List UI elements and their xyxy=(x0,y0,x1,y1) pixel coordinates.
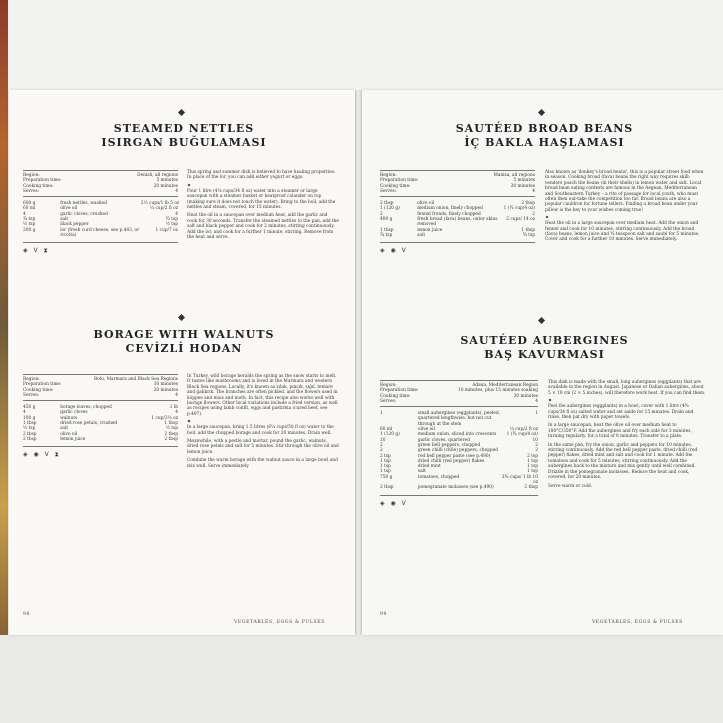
meta-row: Preparation time: 10 minutes, plus 15 minutes soaking xyxy=(380,388,538,394)
ingredient-row: 2 tbsp olive oil 2 tbsp xyxy=(23,431,178,437)
method-paragraph: Meanwhile, with a pestle and mortar, pound the garlic, walnuts, dried rose petals and salt for 5 minutes. Stir through the olive oil and lemon juice. xyxy=(187,439,339,455)
recipe-title xyxy=(422,334,667,362)
meta-row: Region: Bolu, Marmara and Black Sea Regions xyxy=(23,377,178,382)
ingredient-row: ¾ tsp salt ¾ tsp xyxy=(380,232,535,238)
ingredient-row: 4 garlic cloves 4 xyxy=(23,410,178,416)
bullet-icon xyxy=(546,216,549,219)
page-number: 99 xyxy=(380,612,388,617)
method-paragraph: Heat the oil in a saucepan over medium heat, add the garlic and cook for 30 seconds. Transfer the steamed nettles to the pan, add the salt and black pepper and cook for 2 minutes, stirring continuously. Add the lor, and cook for a further 1 minute, stirring. Remove from the heat and serve. xyxy=(187,213,339,241)
method-paragraph: Peel the aubergines (eggplants) in a bowl, cover with 1 litre (4¼ cups/34 fl oz) salted water and set aside for 15 minutes. Drain and rinse, then pat dry with paper towels. xyxy=(548,404,694,421)
ingredient-row: 1 tbsp lemon juice 1 tbsp xyxy=(380,227,535,233)
divider xyxy=(23,196,178,197)
meta-row: Cooking time: 20 minutes xyxy=(380,183,535,189)
diamond-ornament-icon xyxy=(178,109,185,116)
recipe-title-tr: BAŞ KAVURMASI xyxy=(484,348,605,361)
recipe-title-en: SAUTÉED BROAD BEANS xyxy=(455,122,634,135)
page-footer: VEGETABLES, EGGS & PULSES xyxy=(592,620,683,625)
page-number: 98 xyxy=(23,612,31,617)
ingredient-row: 1 tbsp dried rose petals, crushed 1 tbsp xyxy=(23,421,178,427)
method-paragraph: Serve warm or cold. xyxy=(548,483,593,489)
ingredient-row: 1 (120 g) medium onion, finely chopped 1 (¾ cup/4 oz) xyxy=(380,206,535,212)
recipe-meta xyxy=(380,170,535,254)
recipe-method xyxy=(545,170,705,243)
recipe-title xyxy=(69,122,299,150)
divider xyxy=(23,374,178,375)
book-gutter xyxy=(355,90,362,635)
diamond-ornament-icon xyxy=(538,109,545,116)
ingredient-row: 2 green chilli (chile) peppers, chopped 2 xyxy=(380,448,538,454)
recipe-title-en: SAUTÉED AUBERGINES xyxy=(460,334,629,347)
divider xyxy=(380,170,535,171)
meta-row: Cooking time: 20 minutes xyxy=(23,387,178,393)
ingredient-row: 1 (120 g) medium onion, sliced into crescents 1 (¾ cup/4 oz) xyxy=(380,432,538,438)
recipe-method xyxy=(548,380,706,489)
divider xyxy=(380,495,538,496)
left-page xyxy=(9,90,355,635)
diet-icons: ◈ ◉ V xyxy=(380,247,408,255)
meta-row: Cooking time: 20 minutes xyxy=(23,183,178,189)
recipe-title xyxy=(422,122,667,150)
method-paragraph: Also known as 'donkey's broad beans', this is a popular street food when in season. Cooking broad (fava) beans the right way requires skill: vendors poach the beans (in their shells) in lemon water and salt. Local broad bean eating contests are famous in the Aegean, Mediterranean and Southeastern Turkey – a rite of passage for local youth, who must often then out-take the competition too far. Broad beans are also a popular cauldron for fortune tellers. Finding a broad bean under your pillow is the key to your wishes coming true! xyxy=(545,170,704,213)
method-paragraph: In a large saucepan, bring 1.5 litres (6¼ cups/50 fl oz) water to the boil, add the chopped borage and cook for 20 minutes. Drain well. xyxy=(187,425,334,436)
ingredient-row: 1 tsp dried chilli (red pepper) flakes 1 tsp xyxy=(380,458,538,464)
diamond-ornament-icon xyxy=(178,314,185,321)
ingredient-row: 4 garlic cloves, crushed 4 xyxy=(23,211,178,217)
ingredient-row: 10 garlic cloves, quartered 10 xyxy=(380,437,538,443)
ingredient-row: 450 g borage leaves, chopped 1 lb xyxy=(23,405,178,411)
recipe-method xyxy=(187,374,339,469)
ingredient-row: 2 tbsp olive oil 2 tbsp xyxy=(380,201,535,207)
diet-icons: ◈ ◉ V ⧗ xyxy=(23,451,61,459)
meta-row: Cooking time: 30 minutes xyxy=(380,393,538,399)
ingredient-row: 400 g fresh broad (fava) beans, outer skins removed 2 cups/ 14 oz xyxy=(380,217,535,228)
meta-row: Region: Manisa, all regions xyxy=(380,173,535,178)
meta-row: Serves: 4 xyxy=(380,188,535,194)
right-page xyxy=(362,90,723,635)
book-cover-edge xyxy=(0,0,8,723)
ingredient-row: 60 ml olive oil ¼ cup/2 fl oz xyxy=(380,427,538,433)
recipe-meta xyxy=(23,374,178,459)
method-paragraph: In Turkey, wild borage heralds the spring as the snow starts to melt. It tastes like mushrooms and is loved in the Marmara and western Black Sea regions. Locally, it's known as zıbık, pınçık, sığıl, temare and galdırık. The branches are often pickled, and the flowers used in köppee and mais and moth. In fact, this recipe also works well with borage flowers. Other local variations include a fried version, as well as recipes using lamb confit, eggs and pastırma (cured beef, see p.497). xyxy=(187,374,338,417)
ingredient-row: 2 green bell peppers, chopped 2 xyxy=(380,442,538,448)
ingredient-row: 750 g tomatoes, chopped 3¾ cups/ 1 lb 10 oz xyxy=(380,474,538,486)
meta-row: Serves: 4 xyxy=(23,188,178,194)
method-paragraph: In the same pan, fry the onion, garlic and peppers for 10 minutes, stirring continuously. Add the red bell pepper paste, dried chilli (red pepper) flakes, dried mint and salt and cook for 1 minute. Add the tomatoes and cook for 5 minutes, stirring continuously. Add the aubergines back to the mixture and mix gently until well combined. Drizzle in the pomegranate molasses. Reduce the heat and cook, covered, for 20 minutes. xyxy=(548,442,698,481)
recipe-meta xyxy=(380,380,538,507)
divider xyxy=(380,242,535,243)
divider xyxy=(380,406,538,407)
recipe-title-tr: İÇ BAKLA HAŞLAMASI xyxy=(464,136,625,149)
ingredient-row: ½ tsp black pepper ½ tsp xyxy=(23,222,178,228)
meta-row: Preparation time: 5 minutes xyxy=(23,178,178,184)
meta-row: Region: Adana, Mediterranean Region xyxy=(380,383,538,388)
ingredient-row: 1 small aubergines (eggplants), peeled, quartered lengthwise, but not cut through at the stem 1 xyxy=(380,411,538,427)
diamond-ornament-icon xyxy=(538,317,545,324)
divider xyxy=(380,196,535,197)
method-paragraph: Combine the warm borage with the walnut sauce in a large bowl and mix well. Serve immediately. xyxy=(187,458,338,469)
method-paragraph: This spring and summer dish is believed to have healing properties. In place of the lor, you can add either yogurt or eggs. xyxy=(187,170,336,181)
recipe-method xyxy=(187,170,339,240)
divider xyxy=(380,380,538,381)
ingredient-row: ¾ tsp salt ¾ tsp xyxy=(23,217,178,223)
divider xyxy=(23,400,178,401)
meta-row: Region: Denizli, all regions xyxy=(23,173,178,178)
divider xyxy=(23,242,178,243)
ingredient-row: 1 tsp salt 1 tsp xyxy=(380,469,538,475)
recipe-title xyxy=(69,328,299,356)
ingredient-row: 1 tsp dried mint 1 tsp xyxy=(380,464,538,470)
ingredient-row: 2 tbsp pomegranate molasses (see p.490) 2 tbsp xyxy=(380,485,538,491)
meta-row: Preparation time: 10 minutes xyxy=(23,382,178,388)
recipe-title-tr: ISIRGAN BUĞULAMASI xyxy=(101,136,267,149)
ingredient-row: 600 g fresh nettles, washed 2½ cups/1 lb 5 oz xyxy=(23,201,180,207)
table-surface xyxy=(0,635,723,723)
method-paragraph: In a large saucepan, heat the olive oil over medium heat to 180°C/350°F. Add the aubergines and fry each side for 3 minutes, turning regularly, for a total of 8 minutes. Transfer to a plate. xyxy=(548,423,692,440)
page-footer: VEGETABLES, EGGS & PULSES xyxy=(234,620,325,625)
method-paragraph: This dish is made with the small, long aubergines (eggplants) that are available in the region in August. Japanese or Italian aubergines, about 5 × 10 cm (2 × 5 inches), will therefore work best. If you can find them. xyxy=(548,380,706,396)
ingredient-row: 2 fennel fronds, finely chopped 2 xyxy=(380,211,535,217)
recipe-title-tr: CEVİZLİ HODAN xyxy=(125,342,243,355)
method-paragraph: Heat the oil in a large saucepan over medium heat. Add the onion and fennel and cook for 10 minutes, stirring continuously. Add the broad (fava) beans, lemon juice and ¾ teaspoon salt and sauté for 5 minutes. Cover and cook for a further 10 minutes. Serve immediately. xyxy=(545,221,700,243)
meta-row: Preparation time: 5 minutes xyxy=(380,178,535,184)
bullet-icon xyxy=(549,399,552,402)
divider xyxy=(23,170,178,171)
divider xyxy=(23,446,178,447)
ingredient-row: 60 ml olive oil ¼ cup/2 fl oz xyxy=(23,206,178,212)
ingredient-row: 2 tbsp lemon juice 2 tbsp xyxy=(23,436,178,442)
ingredient-row: ½ tsp salt ½ tsp xyxy=(23,426,178,432)
method-paragraph: Pour 1 litre (4¼ cups/34 fl oz) water into a steamer or large saucepan with a steamer basket or heatproof colander on top (making sure it does not touch the water). Bring to the boil, add the nettles and steam, covered, for 15 minutes. xyxy=(187,188,336,211)
meta-row: Serves: 4 xyxy=(23,392,178,398)
ingredient-row: 2 tsp red bell pepper paste (see p.490) 2 tsp xyxy=(380,453,538,459)
bullet-icon xyxy=(188,420,191,423)
recipe-title-en: BORAGE WITH WALNUTS xyxy=(93,328,275,341)
recipe-title-en: STEAMED NETTLES xyxy=(113,122,255,135)
diet-icons: ◈ ◉ V xyxy=(380,499,408,507)
ingredient-row: 200 g lor (fresh curd cheese, see p.483, or ricotta) 1 cup/7 oz xyxy=(23,227,178,238)
bullet-icon xyxy=(188,183,191,186)
meta-row: Serves: 4 xyxy=(380,398,538,404)
recipe-meta xyxy=(23,170,178,255)
diet-icons: ◈ V ⧗ xyxy=(23,247,50,255)
ingredient-row: 100 g walnuts 1 cup/3½ oz xyxy=(23,415,178,421)
